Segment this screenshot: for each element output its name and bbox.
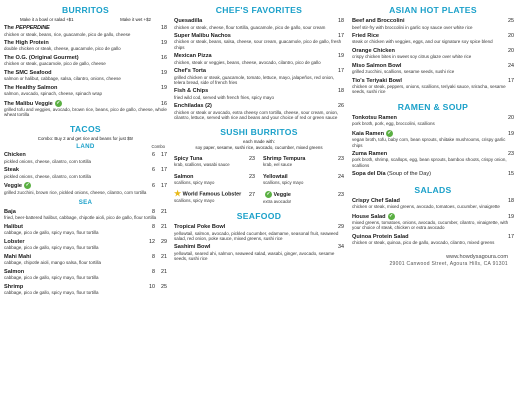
chefs-title: CHEF'S FAVORITES — [215, 5, 303, 15]
sushi-title: SUSHI BURRITOS — [220, 127, 298, 138]
ramen-item: Sopa del Día (Soup of the Day) 15 — [352, 171, 514, 178]
taco-item: Halibut 8 21 cabbage, pico de gallo, spicy mayo, flour tortilla — [4, 223, 167, 236]
sushi-item: Spicy Tuna 23 krab, scallions, wasabi sauce — [174, 155, 255, 168]
vegan-leaf-icon: ✓ — [25, 182, 30, 189]
burrito-item: The Healthy Salmon 19 salmon, avocado, spinach, cheese, spinach wrap — [4, 84, 167, 97]
bowl-note: Make it a bowl or salad +$1 — [20, 17, 74, 22]
seafood-title: SEAFOOD — [236, 211, 282, 222]
vegan-leaf-icon: ✓ — [388, 212, 394, 219]
star-icon: ★ — [174, 189, 182, 199]
burrito-item: The Malibu Veggie ✓ 16 grilled tofu and veggies, avocado, brown rice, beans, pico de gallo, cheese, whole wheat tortilla — [4, 99, 167, 118]
sushi-item: ★ World Famous Lobster 27 scallions, spicy mayo — [174, 189, 255, 204]
chef-item: Mexican Pizza 19 chicken, steak or veggies, beans, cheese, avocado, cilantro, pico de gallo — [174, 53, 344, 65]
chef-item: Quesadilla 18 chicken or steak, cheese, flour tortilla, guacamole, pico de gallo, sour cream — [174, 18, 344, 30]
chef-item: Chef's Torta 17 grilled chicken or steak, guacamole, tomato, lettuce, mayo, jalapeños, red onion, telera bread, side of french fries — [174, 68, 344, 85]
sushi-grid — [174, 152, 344, 204]
asian-item: Beef and Broccolini 25 beef stir-fry with broccolini in garlic soy sauce over white rice — [352, 18, 514, 30]
burritos-title: BURRITOS — [61, 5, 110, 15]
address: 29001 Canwood Street, Agoura Hills, CA 91301 — [389, 260, 508, 267]
left-column — [4, 0, 167, 400]
burrito-item: The PEPPERDINE 18 chicken or steak, beans, rice, guacamole, pico de gallo, cheese — [4, 25, 167, 37]
combo-label: Combo — [151, 144, 165, 150]
pepperdine-logo: PEPPERDINE — [15, 25, 50, 32]
taco-item: Lobster 12 29 cabbage, pico de gallo, spicy mayo, flour tortilla — [4, 238, 167, 251]
middle-column — [174, 0, 344, 400]
ramen-item: Kaia Ramen ✓ 19 vegan broth, tofu, baby corn, bean sprouts, shiitake mushrooms, crispy garlic chips — [352, 129, 514, 148]
burrito-item: The SMC Seafood 19 salmon or halibut, cabbage, salsa, cilantro, onions, cheese — [4, 69, 167, 82]
salad-item: House Salad ✓ 19 mixed greens, tomatoes, onions, avocado, cucumber, cilantro, vinaigrette, with your choice of steak, chicken or extra avocado — [352, 212, 514, 231]
taco-item: Baja 8 21 fried, beer-battered halibut, cabbage, chipotle aioli, pico de gallo, flour tortilla — [4, 209, 167, 221]
tacos-title: TACOS — [70, 123, 101, 134]
seafood-item: Tropical Poke Bowl 29 yellowtail, salmon, avocado, pickled cucumber, edamame, seasonal fruit, seaweed salad, red onion, poke sauce, mixed greens, sushi rice — [174, 224, 344, 241]
asian-title: ASIAN HOT PLATES — [389, 5, 477, 15]
chef-item: Enchiladas (2) 26 chicken or steak or avocado, extra cheesy corn tortilla, cheese, sour cream, onion, cilantro, lettuce, served with rice and beans and your choice of red or green sauce — [174, 103, 344, 120]
tacos-note: Combo: Buy 2 and get rice and beans for just $5! — [37, 135, 134, 141]
right-column — [352, 0, 514, 400]
salads-title: SALADS — [414, 184, 452, 195]
website-link[interactable]: www.howdysagoura.com — [446, 253, 508, 260]
taco-item: Chicken 6 17 pickled onions, cheese, cilantro, corn tortilla — [4, 152, 167, 164]
ramen-item: Tonkotsu Ramen 20 pork broth, pork, egg, broccolini, scallions — [352, 114, 514, 127]
burrito-item: The High Protein 19 double chicken or steak, cheese, guacamole, pico de gallo — [4, 40, 167, 52]
chef-item: Super Malibu Nachos 17 chicken or steak, beans, salsa, cheese, sour cream, guacamole, pico de gallo, fresh chips — [174, 33, 344, 50]
salad-item: Quinoa Protein Salad 17 chicken or steak, quinoa, pico de gallo, avocado, cilantro, mixed greens — [352, 233, 514, 246]
sea-title: SEA — [78, 198, 93, 206]
taco-item: Steak 6 17 pickled onions, cheese, cilantro, corn tortilla — [4, 167, 167, 179]
sushi-item: Salmon 23 scallions, spicy mayo — [174, 173, 255, 185]
asian-item: Miso Salmon Bowl 24 grilled zucchini, scallions, sesame seeds, sushi rice — [352, 62, 514, 75]
salad-item: Crispy Chef Salad 18 chicken or steak, mixed greens, avocado, tomatoes, cucumber, vinaigrette — [352, 197, 514, 210]
vegan-leaf-icon: ✓ — [266, 191, 271, 198]
burrito-item: The O.G. (Original Gourmet) 16 chicken or steak, guacamole, pico de gallo, cheese — [4, 54, 167, 67]
sushi-item: Shrimp Tempura 23 krab, eel sauce — [263, 155, 344, 168]
ramen-item: Zuma Ramen 23 pork broth, shrimp, scallops, egg, bean sprouts, bamboo shoots, crispy onion, scallions — [352, 151, 514, 168]
sushi-note: each made with: soy paper, sesame, sushi rice, avocado, cucumber, mixed greens — [195, 139, 323, 150]
wet-note: Make it wet +$2 — [120, 17, 151, 22]
seafood-item: Sashimi Bowl 34 yellowtail, seared ahi, salmon, seaweed salad, wasabi, ginger, avocado, sesame seeds, sushi rice — [174, 244, 344, 262]
asian-item: Tio's Teriyaki Bowl 17 chicken or steak, peppers, onions, scallions, teriyaki sauce, sriracha, sesame seeds, sushi rice — [352, 77, 514, 95]
ramen-title: RAMEN & SOUP — [397, 101, 469, 112]
taco-item: Veggie ✓ 6 17 grilled zucchini, brown rice, pickled onions, cheese, cilantro, corn tortilla — [4, 182, 167, 195]
taco-item: Salmon 8 21 cabbage, pico de gallo, spicy mayo, flour tortilla — [4, 268, 167, 281]
vegan-leaf-icon: ✓ — [56, 99, 61, 106]
asian-item: Fried Rice 20 steak or chicken with veggies, eggs, and our signature soy spice blend — [352, 33, 514, 45]
chef-item: Fish & Chips 18 fried wild cod, served with french fries, spicy mayo — [174, 88, 344, 100]
taco-item: Shrimp 10 25 cabbage, pico de gallo, spicy mayo, flour tortilla — [4, 283, 167, 295]
taco-item: Mahi Mahi 8 21 cabbage, chipotle aioli, mango salsa, flour tortilla — [4, 253, 167, 266]
vegan-leaf-icon: ✓ — [387, 129, 392, 136]
burritos-notes — [4, 17, 167, 22]
asian-item: Orange Chicken 20 crispy chicken bites in sweet soy citrus glaze over white rice — [352, 47, 514, 60]
sushi-item: Yellowtail 24 scallions, spicy mayo — [263, 173, 344, 185]
sushi-item: ✓ Veggie 23 extra avocado! — [263, 191, 344, 204]
land-title: LAND — [76, 143, 95, 151]
